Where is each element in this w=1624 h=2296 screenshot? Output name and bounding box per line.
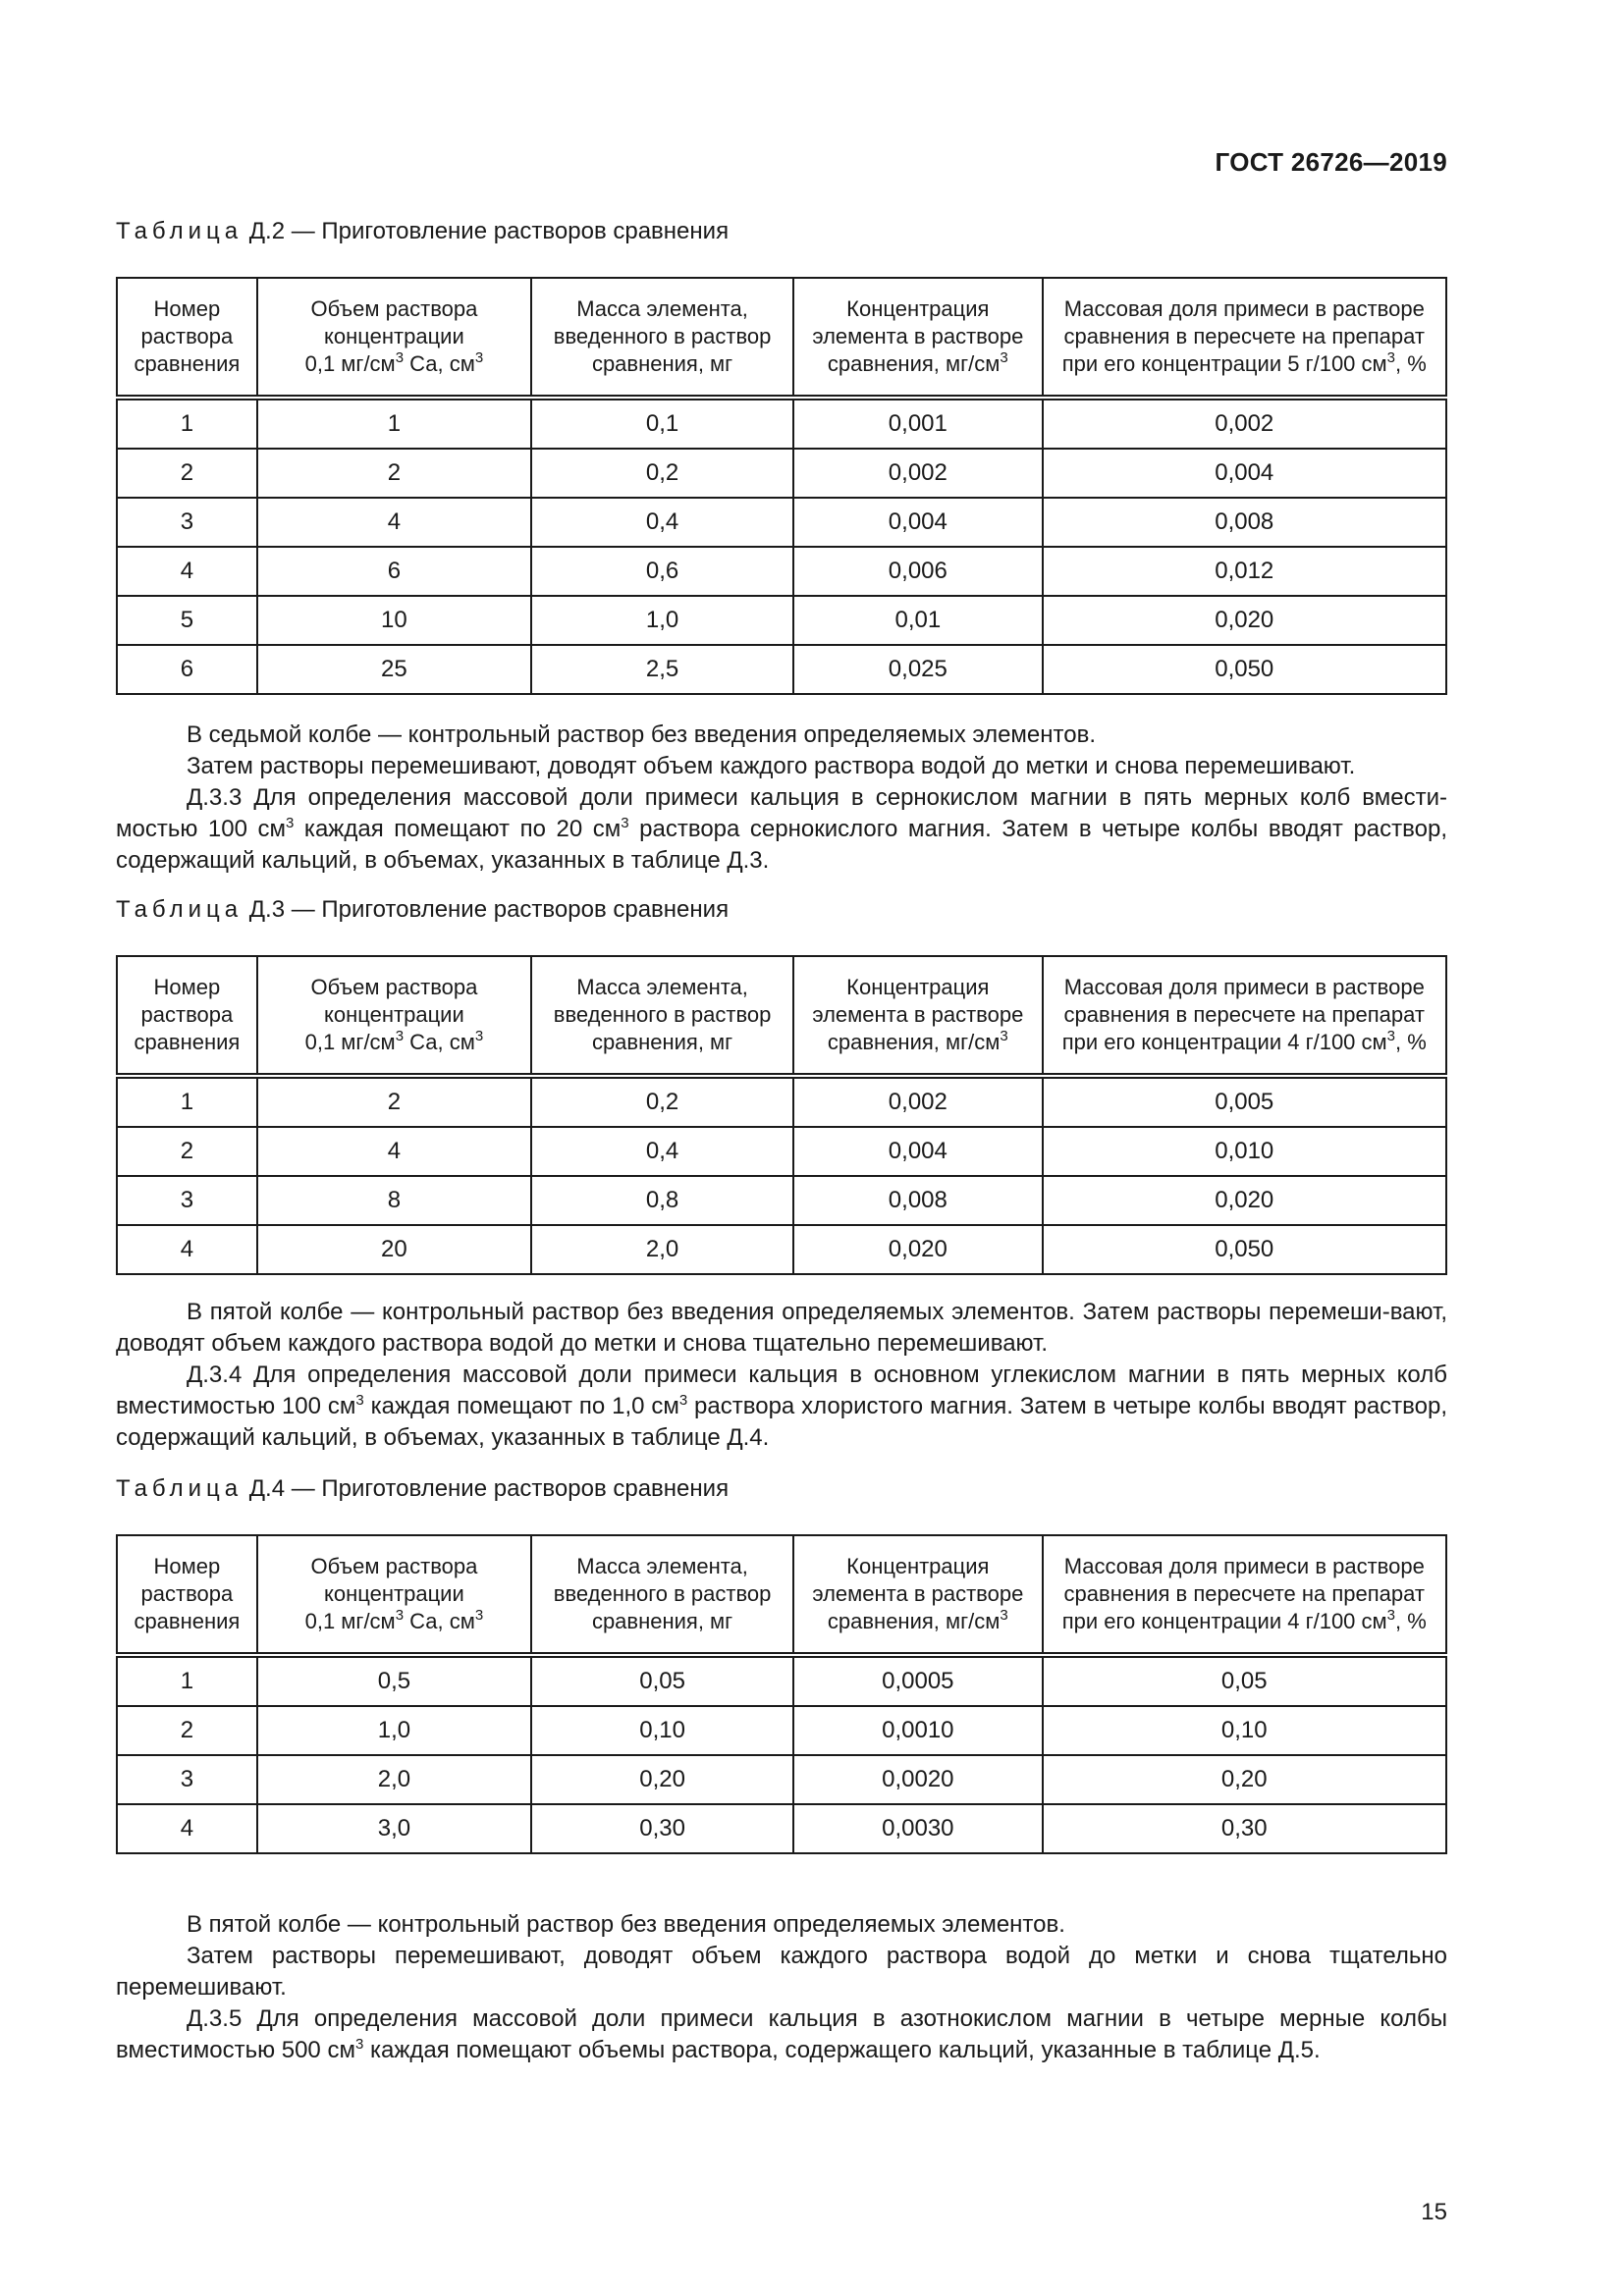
cell-concentration: 0,0020 <box>793 1755 1042 1804</box>
cell-mass: 2,5 <box>531 645 793 694</box>
cell-concentration: 0,0005 <box>793 1655 1042 1706</box>
cell-volume: 20 <box>257 1225 531 1274</box>
cell-concentration: 0,006 <box>793 547 1042 596</box>
cell-number: 6 <box>117 645 257 694</box>
cell-volume: 25 <box>257 645 531 694</box>
cell-volume: 6 <box>257 547 531 596</box>
cell-number: 5 <box>117 596 257 645</box>
header-number: Номер раствора сравнения <box>117 278 257 398</box>
cell-volume: 2 <box>257 1076 531 1127</box>
cell-mass-fraction: 0,010 <box>1043 1127 1446 1176</box>
cell-number: 2 <box>117 1706 257 1755</box>
header-mass-fraction: Массовая доля примеси в растворе сравнения в пересчете на препарат при его концентрации 4 г/100 $см^3$, % <box>1043 1535 1446 1655</box>
table-row <box>117 1755 1446 1804</box>
table-row <box>117 645 1446 694</box>
cell-mass-fraction: 0,05 <box>1043 1655 1446 1706</box>
cell-mass-fraction: 0,020 <box>1043 596 1446 645</box>
paragraph: Затем растворы перемешивают, доводят объем каждого раствора водой до метки и снова перемешивают. <box>187 753 1356 779</box>
header-mass: Масса элемента, введенного в раствор сравнения, мг <box>531 956 793 1076</box>
table-row <box>117 1655 1446 1706</box>
header-concentration: Концентрация элемента в растворе сравнения, $мг/см^3$ <box>793 956 1042 1076</box>
cell-volume: 2,0 <box>257 1755 531 1804</box>
cell-concentration: 0,001 <box>793 398 1042 449</box>
cell-number: 1 <box>117 398 257 449</box>
cell-mass-fraction: 0,008 <box>1043 498 1446 547</box>
caption-word: Таблица <box>116 218 244 244</box>
caption-word: Таблица <box>116 1475 244 1502</box>
cell-volume: 8 <box>257 1176 531 1225</box>
cell-number: 2 <box>117 449 257 498</box>
text-block-after-d3 <box>116 1297 1447 1454</box>
cell-mass: 0,8 <box>531 1176 793 1225</box>
table-d4 <box>116 1534 1447 1854</box>
cell-mass-fraction: 0,050 <box>1043 1225 1446 1274</box>
cell-number: 3 <box>117 1755 257 1804</box>
cell-number: 1 <box>117 1655 257 1706</box>
paragraph: В пятой колбе — контрольный раствор без введения определяемых элементов. Затем растворы перемеши-вают, доводят объем каждого раствора водой до метки и снова тщательно перемешивают. <box>116 1299 1447 1357</box>
cell-mass: 0,2 <box>531 449 793 498</box>
cell-mass: 0,20 <box>531 1755 793 1804</box>
table-row <box>117 398 1446 449</box>
cell-volume: 4 <box>257 1127 531 1176</box>
table-row <box>117 1706 1446 1755</box>
cell-mass-fraction: 0,012 <box>1043 547 1446 596</box>
table-d4-caption <box>116 1475 729 1503</box>
cell-volume: 2 <box>257 449 531 498</box>
header-volume: Объем раствора концентрации 0,1 $мг/см^3$ Са, $см^3$ <box>257 956 531 1076</box>
caption-text: Д.4 — Приготовление растворов сравнения <box>243 1475 730 1502</box>
cell-volume: 1,0 <box>257 1706 531 1755</box>
header-concentration: Концентрация элемента в растворе сравнения, $мг/см^3$ <box>793 278 1042 398</box>
text-block-after-d2 <box>116 720 1447 877</box>
cell-number: 4 <box>117 547 257 596</box>
paragraph: Д.3.3 Для определения массовой доли примеси кальция в сернокислом магнии в пять мерных колб вмести-мостью 100 $см^3$ каждая помещают по 20 $см^3$ раствора сернокислого магния. Затем в четыре колбы вводят раствор, содержащий кальций, в объемах, указанных в таблице Д.3. <box>116 784 1447 874</box>
header-volume: Объем раствора концентрации 0,1 $мг/см^3$ Са, $см^3$ <box>257 278 531 398</box>
caption-word: Таблица <box>116 896 244 923</box>
paragraph: В седьмой колбе — контрольный раствор без введения определяемых элементов. <box>187 721 1097 748</box>
caption-text: Д.2 — Приготовление растворов сравнения <box>243 218 730 244</box>
page-number: 15 <box>1421 2199 1447 2225</box>
cell-mass: 0,6 <box>531 547 793 596</box>
cell-number: 4 <box>117 1804 257 1853</box>
header-mass-fraction: Массовая доля примеси в растворе сравнения в пересчете на препарат при его концентрации 5 г/100 $см^3$, % <box>1043 278 1446 398</box>
cell-concentration: 0,020 <box>793 1225 1042 1274</box>
cell-mass-fraction: 0,004 <box>1043 449 1446 498</box>
cell-volume: 0,5 <box>257 1655 531 1706</box>
table-row <box>117 1127 1446 1176</box>
cell-mass-fraction: 0,30 <box>1043 1804 1446 1853</box>
cell-mass: 0,2 <box>531 1076 793 1127</box>
cell-mass-fraction: 0,020 <box>1043 1176 1446 1225</box>
cell-number: 2 <box>117 1127 257 1176</box>
document-header: ГОСТ 26726—2019 <box>1215 147 1447 177</box>
caption-text: Д.3 — Приготовление растворов сравнения <box>243 896 730 923</box>
table-row <box>117 1176 1446 1225</box>
cell-mass-fraction: 0,10 <box>1043 1706 1446 1755</box>
paragraph: Д.3.4 Для определения массовой доли примеси кальция в основном углекислом магнии в пять мерных колб вместимостью 100 $см^3$ каждая помещают по 1,0 $см^3$ раствора хлористого магния. Затем в четыре колбы вводят раствор, содержащий кальций, в объемах, указанных в таблице Д.4. <box>116 1362 1447 1451</box>
cell-concentration: 0,004 <box>793 498 1042 547</box>
table-header-row <box>117 1535 1446 1655</box>
table-row <box>117 498 1446 547</box>
cell-concentration: 0,0010 <box>793 1706 1042 1755</box>
cell-volume: 4 <box>257 498 531 547</box>
cell-mass-fraction: 0,050 <box>1043 645 1446 694</box>
cell-concentration: 0,0030 <box>793 1804 1042 1853</box>
cell-number: 1 <box>117 1076 257 1127</box>
header-mass: Масса элемента, введенного в раствор сравнения, мг <box>531 1535 793 1655</box>
table-header-row <box>117 278 1446 398</box>
table-row <box>117 1804 1446 1853</box>
cell-concentration: 0,008 <box>793 1176 1042 1225</box>
cell-concentration: 0,004 <box>793 1127 1042 1176</box>
cell-mass: 0,05 <box>531 1655 793 1706</box>
paragraph: Д.3.5 Для определения массовой доли примеси кальция в азотнокислом магнии в четыре мерные колбы вместимостью 500 $см^3$ каждая помещают объемы раствора, содержащего кальций, указанные в таблице Д.5. <box>116 2005 1447 2063</box>
table-d3 <box>116 955 1447 1275</box>
paragraph: Затем растворы перемешивают, доводят объем каждого раствора водой до метки и снова тщательно перемешивают. <box>116 1943 1447 2001</box>
cell-number: 3 <box>117 1176 257 1225</box>
cell-mass: 2,0 <box>531 1225 793 1274</box>
header-mass: Масса элемента, введенного в раствор сравнения, мг <box>531 278 793 398</box>
table-d2 <box>116 277 1447 695</box>
table-d2-caption <box>116 218 729 245</box>
text-block-after-d4 <box>116 1909 1447 2066</box>
table-header-row <box>117 956 1446 1076</box>
cell-number: 3 <box>117 498 257 547</box>
cell-concentration: 0,002 <box>793 1076 1042 1127</box>
cell-mass: 1,0 <box>531 596 793 645</box>
cell-concentration: 0,01 <box>793 596 1042 645</box>
cell-mass: 0,1 <box>531 398 793 449</box>
table-row <box>117 449 1446 498</box>
header-number: Номер раствора сравнения <box>117 956 257 1076</box>
cell-mass: 0,4 <box>531 1127 793 1176</box>
header-concentration: Концентрация элемента в растворе сравнения, $мг/см^3$ <box>793 1535 1042 1655</box>
cell-volume: 1 <box>257 398 531 449</box>
cell-number: 4 <box>117 1225 257 1274</box>
cell-mass: 0,4 <box>531 498 793 547</box>
paragraph: В пятой колбе — контрольный раствор без введения определяемых элементов. <box>187 1911 1065 1938</box>
cell-volume: 10 <box>257 596 531 645</box>
table-row <box>117 1225 1446 1274</box>
cell-mass-fraction: 0,20 <box>1043 1755 1446 1804</box>
table-row <box>117 1076 1446 1127</box>
cell-concentration: 0,002 <box>793 449 1042 498</box>
cell-mass: 0,10 <box>531 1706 793 1755</box>
header-number: Номер раствора сравнения <box>117 1535 257 1655</box>
cell-mass-fraction: 0,002 <box>1043 398 1446 449</box>
table-row <box>117 547 1446 596</box>
cell-mass-fraction: 0,005 <box>1043 1076 1446 1127</box>
table-d3-caption <box>116 896 729 924</box>
header-mass-fraction: Массовая доля примеси в растворе сравнения в пересчете на препарат при его концентрации 4 г/100 $см^3$, % <box>1043 956 1446 1076</box>
cell-mass: 0,30 <box>531 1804 793 1853</box>
table-row <box>117 596 1446 645</box>
cell-volume: 3,0 <box>257 1804 531 1853</box>
cell-concentration: 0,025 <box>793 645 1042 694</box>
header-volume: Объем раствора концентрации 0,1 $мг/см^3$ Са, $см^3$ <box>257 1535 531 1655</box>
